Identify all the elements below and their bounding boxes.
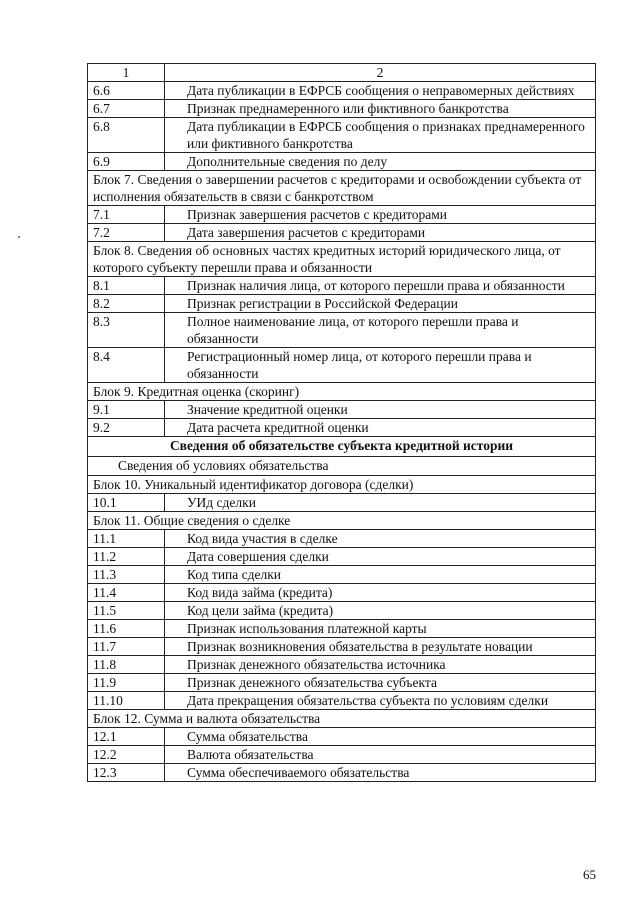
- block-row: [88, 710, 596, 728]
- field-description: Признак денежного обязательства субъекта: [165, 674, 596, 692]
- header-col-1: 1: [88, 64, 165, 82]
- table-row: [88, 295, 596, 313]
- table-header-row: [88, 64, 596, 82]
- table-row: [88, 566, 596, 584]
- field-number: 11.10: [88, 692, 165, 710]
- field-number: 10.1: [88, 494, 165, 512]
- field-number: 6.8: [88, 118, 165, 153]
- field-description: Дополнительные сведения по делу: [165, 153, 596, 171]
- field-number: 7.2: [88, 224, 165, 242]
- table-row: [88, 764, 596, 782]
- field-number: 9.2: [88, 419, 165, 437]
- field-description: Признак преднамеренного или фиктивного банкротства: [165, 100, 596, 118]
- field-description: Дата расчета кредитной оценки: [165, 419, 596, 437]
- field-number: 8.3: [88, 313, 165, 348]
- block-row: [88, 476, 596, 494]
- field-number: 12.2: [88, 746, 165, 764]
- subsection-row: [88, 457, 596, 476]
- table-row: [88, 584, 596, 602]
- field-number: 6.9: [88, 153, 165, 171]
- field-number: 11.4: [88, 584, 165, 602]
- field-description: УИд сделки: [165, 494, 596, 512]
- field-description: Дата прекращения обязательства субъекта по условиям сделки: [165, 692, 596, 710]
- table-row: [88, 153, 596, 171]
- table-body: [88, 64, 596, 782]
- field-description: Признак возникновения обязательства в результате новации: [165, 638, 596, 656]
- table-row: [88, 118, 596, 153]
- field-description: Дата совершения сделки: [165, 548, 596, 566]
- table-row: [88, 313, 596, 348]
- table-row: [88, 548, 596, 566]
- margin-speck: [18, 236, 20, 238]
- field-number: 11.6: [88, 620, 165, 638]
- field-number: 11.2: [88, 548, 165, 566]
- field-number: 11.3: [88, 566, 165, 584]
- table-row: [88, 401, 596, 419]
- field-number: 11.1: [88, 530, 165, 548]
- table-row: [88, 224, 596, 242]
- table-row: [88, 638, 596, 656]
- field-number: 12.3: [88, 764, 165, 782]
- table-row: [88, 602, 596, 620]
- subsection-title: Сведения об условиях обязательства: [88, 457, 596, 476]
- field-number: 11.5: [88, 602, 165, 620]
- block-title: Блок 11. Общие сведения о сделке: [88, 512, 596, 530]
- table-row: [88, 692, 596, 710]
- field-number: 11.9: [88, 674, 165, 692]
- block-title: Блок 8. Сведения об основных частях кредитных историй юридического лица, от которого субъекту перешли права и обязанности: [88, 242, 596, 277]
- field-number: 12.1: [88, 728, 165, 746]
- field-description: Код цели займа (кредита): [165, 602, 596, 620]
- field-description: Код типа сделки: [165, 566, 596, 584]
- table-row: [88, 494, 596, 512]
- field-description: Признак наличия лица, от которого перешли права и обязанности: [165, 277, 596, 295]
- field-description: Дата завершения расчетов с кредиторами: [165, 224, 596, 242]
- block-title: Блок 10. Уникальный идентификатор договора (сделки): [88, 476, 596, 494]
- block-row: [88, 242, 596, 277]
- field-number: 6.7: [88, 100, 165, 118]
- block-title: Блок 12. Сумма и валюта обязательства: [88, 710, 596, 728]
- field-description: Сумма обязательства: [165, 728, 596, 746]
- field-number: 9.1: [88, 401, 165, 419]
- table-row: [88, 656, 596, 674]
- field-description: Полное наименование лица, от которого перешли права и обязанности: [165, 313, 596, 348]
- field-number: 8.1: [88, 277, 165, 295]
- field-number: 7.1: [88, 206, 165, 224]
- table-row: [88, 746, 596, 764]
- table-row: [88, 728, 596, 746]
- table-row: [88, 277, 596, 295]
- field-description: Сумма обеспечиваемого обязательства: [165, 764, 596, 782]
- field-number: 8.2: [88, 295, 165, 313]
- field-number: 11.7: [88, 638, 165, 656]
- section-title: Сведения об обязательстве субъекта кредитной истории: [88, 437, 596, 457]
- block-title: Блок 7. Сведения о завершении расчетов с кредиторами и освобождении субъекта от исполнения обязательств в связи с банкротством: [88, 171, 596, 206]
- table-row: [88, 82, 596, 100]
- table-row: [88, 674, 596, 692]
- field-description: Дата публикации в ЕФРСБ сообщения о неправомерных действиях: [165, 82, 596, 100]
- table-row: [88, 100, 596, 118]
- field-description: Код вида участия в сделке: [165, 530, 596, 548]
- field-number: 11.8: [88, 656, 165, 674]
- field-description: Значение кредитной оценки: [165, 401, 596, 419]
- field-description: Код вида займа (кредита): [165, 584, 596, 602]
- field-description: Регистрационный номер лица, от которого перешли права и обязанности: [165, 348, 596, 383]
- block-row: [88, 171, 596, 206]
- table-row: [88, 530, 596, 548]
- table-row: [88, 620, 596, 638]
- table-row: [88, 348, 596, 383]
- block-title: Блок 9. Кредитная оценка (скоринг): [88, 383, 596, 401]
- table-row: [88, 419, 596, 437]
- field-description: Признак денежного обязательства источника: [165, 656, 596, 674]
- block-row: [88, 512, 596, 530]
- section-row: [88, 437, 596, 457]
- field-description: Валюта обязательства: [165, 746, 596, 764]
- field-description: Признак регистрации в Российской Федерации: [165, 295, 596, 313]
- table-row: [88, 206, 596, 224]
- credit-history-fields-table: [87, 63, 596, 782]
- header-col-2: 2: [165, 64, 596, 82]
- field-description: Признак использования платежной карты: [165, 620, 596, 638]
- field-description: Дата публикации в ЕФРСБ сообщения о признаках преднамеренного или фиктивного банкротства: [165, 118, 596, 153]
- field-number: 6.6: [88, 82, 165, 100]
- field-number: 8.4: [88, 348, 165, 383]
- block-row: [88, 383, 596, 401]
- page-number: 65: [583, 867, 596, 882]
- field-description: Признак завершения расчетов с кредиторами: [165, 206, 596, 224]
